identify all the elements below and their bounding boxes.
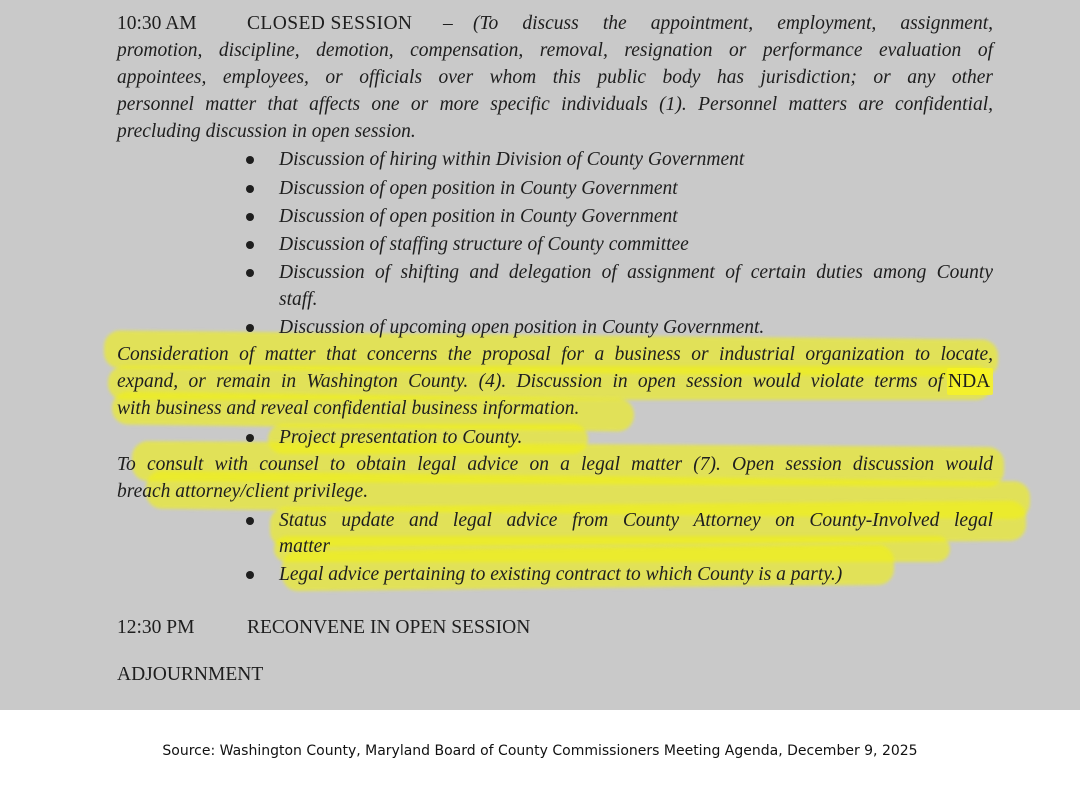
closed-session-paragraph-line: promotion, discipline, demotion, compensation, removal, resignation or performance evaluation of [117,40,993,61]
closed-session-intro: (To discuss the appointment, employment, assignment, [473,13,993,34]
legal-matter-line: breach attorney/client privilege. [117,481,369,502]
agenda-bullet-item: Legal advice pertaining to existing contract to which County is a party.) [279,564,843,585]
bullet-dot [246,156,254,164]
agenda-bullet-continuation: staff. [279,289,318,310]
business-matter-line: expand, or remain in Washington County. (4). Discussion in open session would violate terms of [117,371,943,392]
nda-term: NDA [948,371,991,392]
reconvene-time: 12:30 PM [117,617,195,638]
closed-session-time: 10:30 AM [117,13,197,34]
agenda-bullet-continuation: matter [279,536,330,557]
reconvene-heading [117,616,817,640]
bullet-dot [246,241,254,249]
bullet-dot [246,213,254,221]
reconvene-title: RECONVENE IN OPEN SESSION [247,617,531,638]
bullet-dot [246,434,254,442]
bullet-dot [246,571,254,579]
business-matter-line: with business and reveal confidential business information. [117,398,580,419]
agenda-bullet-item: Project presentation to County. [279,427,523,448]
closed-session-title: CLOSED SESSION [247,13,413,34]
agenda-bullet-item: Discussion of staffing structure of County committee [279,234,689,255]
closed-session-paragraph-line: personnel matter that affects one or more specific individuals (1). Personnel matters are confidential, [117,94,993,115]
agenda-bullet-item: Discussion of open position in County Government [279,178,678,199]
agenda-bullet-item: Status update and legal advice from County Attorney on County-Involved legal [279,510,993,531]
agenda-bullet-item: Discussion of shifting and delegation of assignment of certain duties among County [279,262,993,283]
agenda-bullet-item: Discussion of upcoming open position in County Government. [279,317,765,338]
adjournment-heading: ADJOURNMENT [117,664,264,685]
bullet-dot [246,269,254,277]
agenda-bullet-item: Discussion of open position in County Government [279,206,678,227]
agenda-bullet-item: Discussion of hiring within Division of County Government [279,149,745,170]
bullet-dot [246,324,254,332]
heading-dash: – [443,13,453,34]
bullet-dot [246,185,254,193]
closed-session-paragraph-line: appointees, employees, or officials over whom this public body has jurisdiction; or any other [117,67,993,88]
legal-matter-line: To consult with counsel to obtain legal advice on a legal matter (7). Open session discussion would [117,454,993,475]
bullet-dot [246,517,254,525]
closed-session-heading [117,12,993,36]
closed-session-paragraph-line: precluding discussion in open session. [117,121,416,142]
source-caption: Source: Washington County, Maryland Board of County Commissioners Meeting Agenda, December 9, 2025 [162,743,918,759]
business-matter-line: Consideration of matter that concerns the proposal for a business or industrial organization to locate, [117,344,993,365]
